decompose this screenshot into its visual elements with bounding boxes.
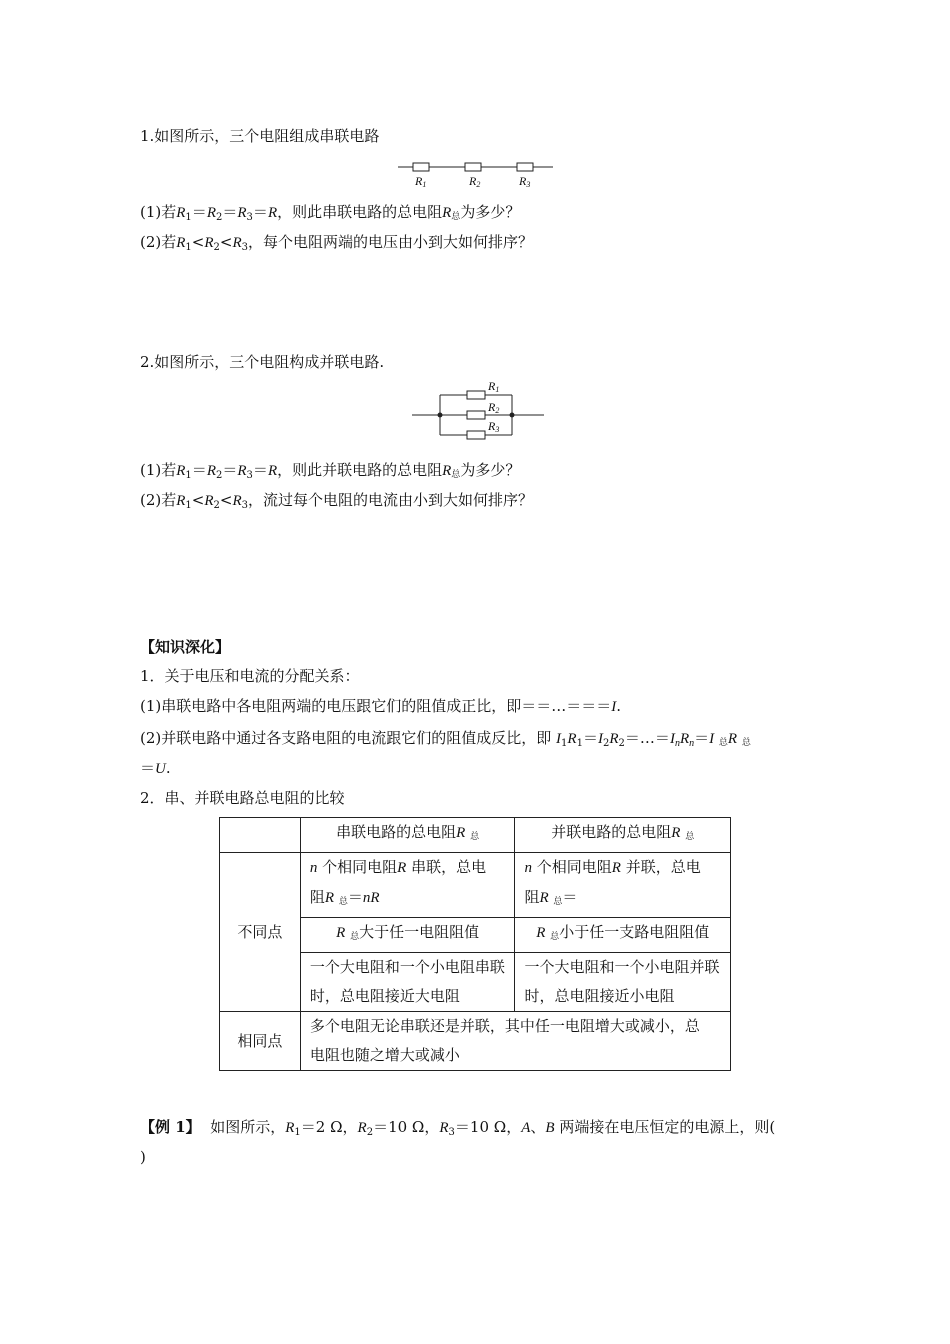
q1-part2: (2)若$R_1<R_2<R_3$，每个电阻两端的电压由小到大如何排序？: [140, 233, 534, 253]
table-row: [220, 818, 731, 853]
series-cell-3: 一个大电阻和一个小电阻串联时，总电阻接近大电阻: [300, 953, 515, 1012]
header-parallel: 并联电路的总电阻R 总: [515, 818, 731, 853]
parallel-circuit-diagram: [412, 378, 544, 440]
table-row: [220, 853, 731, 918]
svg-text:R1: R1: [488, 379, 500, 394]
svg-text:R1: R1: [415, 174, 427, 189]
same-label: 相同点: [220, 1012, 301, 1071]
parallel-cell-1: n 个相同电阻R 并联，总电 阻R 总＝: [515, 853, 731, 918]
diff-label: 不同点: [220, 853, 301, 1012]
svg-text:R3: R3: [519, 174, 531, 189]
q2-stem: 2.如图所示，三个电阻构成并联电路.: [140, 353, 385, 371]
example-1-close: ): [140, 1148, 146, 1166]
q1-part1: (1)若$R_1=R_2=R_3=R$，则此串联电路的总电阻R总为多少？: [140, 203, 521, 223]
same-cell: 多个电阻无论串联还是并联，其中任一电阻增大或减小，总电阻也随之增大或减小: [300, 1012, 730, 1071]
knowledge-item-2: 2．串、并联电路总电阻的比较: [140, 789, 345, 807]
knowledge-item-1-2-cont: ＝U.: [140, 759, 171, 777]
q2-part2: (2)若$R_1<R_2<R_3$，流过每个电阻的电流由小到大如何排序？: [140, 491, 534, 511]
knowledge-item-1: 1．关于电压和电流的分配关系：: [140, 667, 360, 685]
parallel-cell-3: 一个大电阻和一个小电阻并联时，总电阻接近小电阻: [515, 953, 731, 1012]
parallel-cell-2: R 总小于任一支路电阻阻值: [515, 918, 731, 953]
table-row: [220, 1012, 731, 1071]
series-cell-2: R 总大于任一电阻阻值: [300, 918, 515, 953]
comparison-table: [219, 817, 731, 1071]
series-cell-1: n 个相同电阻R 串联，总电 阻R 总＝nR: [300, 853, 515, 918]
table-corner-cell: [220, 818, 301, 853]
q1-stem: 1.如图所示，三个电阻组成串联电路: [140, 127, 380, 145]
example-1: 【例 1】 如图所示，$R_1=2$ Ω，$R_2=10$ Ω，$R_3=10$ Ω，A、B 两端接在电压恒定的电源上，则(: [140, 1118, 776, 1138]
knowledge-item-1-2: (2)并联电路中通过各支路电阻的电流跟它们的阻值成反比，即 $I_1R_1=I_2R_2=\dots=I_nR_n=I$ 总R 总: [140, 729, 751, 749]
svg-text:R3: R3: [488, 419, 500, 434]
svg-text:R2: R2: [469, 174, 481, 189]
knowledge-heading: 【知识深化】: [140, 638, 231, 656]
knowledge-item-1-1: (1)串联电路中各电阻两端的电压跟它们的阻值成正比，即＝＝…＝＝＝I.: [140, 697, 622, 715]
svg-text:R2: R2: [488, 400, 500, 415]
q2-part1: (1)若$R_1=R_2=R_3=R$，则此并联电路的总电阻R总为多少？: [140, 461, 521, 481]
series-circuit-diagram: [398, 158, 553, 192]
header-series: 串联电路的总电阻R 总: [300, 818, 515, 853]
